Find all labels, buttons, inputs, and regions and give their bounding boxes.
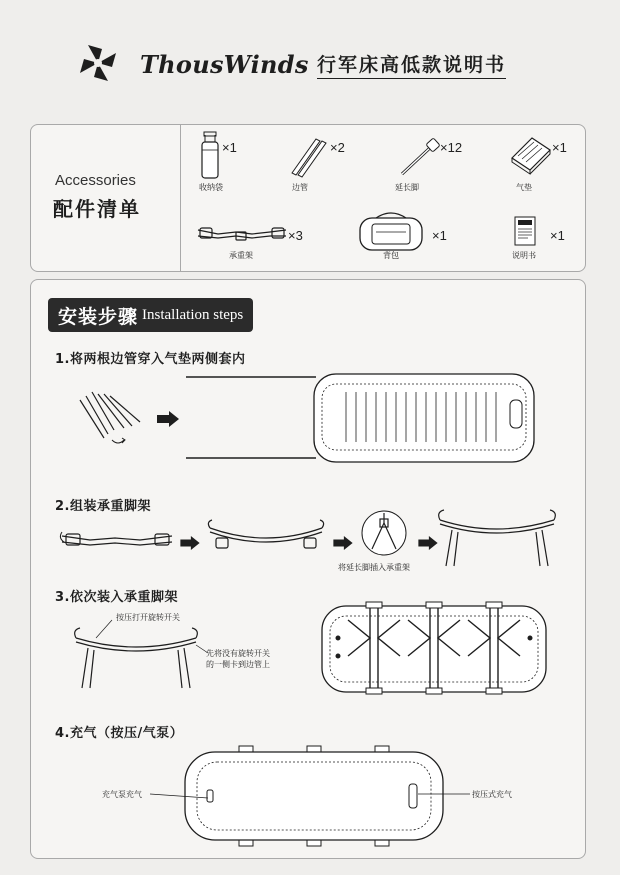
brand-name: ThousWinds — [140, 50, 309, 79]
item-label: 延长脚 — [395, 183, 419, 192]
installation-header-en: Installation steps — [142, 306, 244, 323]
storage-bag-icon — [198, 130, 222, 180]
item-label: 气垫 — [516, 183, 532, 192]
step4-left-label: 充气泵充气 — [102, 790, 142, 799]
assembled-frame-illustration — [436, 508, 558, 570]
item-qty: ×1 — [552, 140, 567, 155]
item-label: 说明书 — [512, 251, 536, 260]
pointer-line — [150, 793, 210, 799]
inflated-cot-illustration — [183, 744, 445, 848]
arrow-right-icon — [180, 536, 200, 550]
extension-leg-icon — [398, 138, 446, 178]
accessories-title-en: Accessories — [55, 172, 136, 189]
document-title: 行军床高低款说明书 — [317, 50, 506, 79]
air-mattress-icon — [508, 134, 552, 176]
leg-insert-detail-illustration — [360, 505, 408, 561]
step2-note: 将延长脚插入承重架 — [338, 563, 410, 572]
item-qty: ×1 — [432, 228, 447, 243]
mattress-with-tubes-illustration — [186, 366, 536, 466]
item-label: 边管 — [292, 183, 308, 192]
pinwheel-logo-icon — [78, 43, 118, 83]
frame-unfolding-illustration — [206, 518, 326, 554]
arrow-right-icon — [157, 411, 179, 427]
step3-note-clip-line2: 的一侧卡到边管上 — [206, 660, 270, 669]
backpack-icon — [356, 208, 426, 252]
pointer-line — [196, 645, 210, 655]
step1-title: 1.将两根边管穿入气垫两侧套内 — [55, 352, 246, 367]
step4-title: 4.充气（按压/气泵） — [55, 726, 184, 741]
step2-title: 2.组装承重脚架 — [55, 499, 151, 514]
installation-header-cn: 安装步骤 — [58, 305, 139, 328]
installation-header — [48, 298, 253, 332]
accessories-title-cn: 配件清单 — [53, 197, 141, 221]
item-label: 收纳袋 — [199, 183, 223, 192]
arrow-right-icon — [418, 536, 438, 550]
item-qty: ×12 — [440, 140, 463, 155]
item-qty: ×1 — [550, 228, 565, 243]
frame-with-switch-illustration — [72, 616, 202, 692]
cot-with-frames-illustration — [318, 598, 550, 698]
frame-flat-illustration — [60, 528, 175, 552]
item-label: 背包 — [383, 251, 399, 260]
step3-title: 3.依次装入承重脚架 — [55, 590, 178, 605]
step3-note-press: 按压打开旋转开关 — [116, 613, 180, 622]
step4-right-label: 按压式充气 — [472, 790, 512, 799]
arrow-right-icon — [333, 536, 353, 550]
item-qty: ×3 — [288, 228, 303, 243]
item-qty: ×1 — [222, 140, 237, 155]
side-tube-icon — [290, 135, 330, 177]
item-label: 承重架 — [229, 251, 253, 260]
step3-note-clip — [206, 648, 270, 670]
support-frame-icon — [196, 222, 288, 246]
step3-note-clip-line1: 先将没有旋转开关 — [206, 649, 270, 658]
item-qty: ×2 — [330, 140, 345, 155]
accessories-divider — [180, 124, 181, 272]
manual-icon — [514, 216, 536, 246]
folded-tubes-illustration — [76, 388, 146, 448]
pointer-line — [418, 793, 472, 799]
